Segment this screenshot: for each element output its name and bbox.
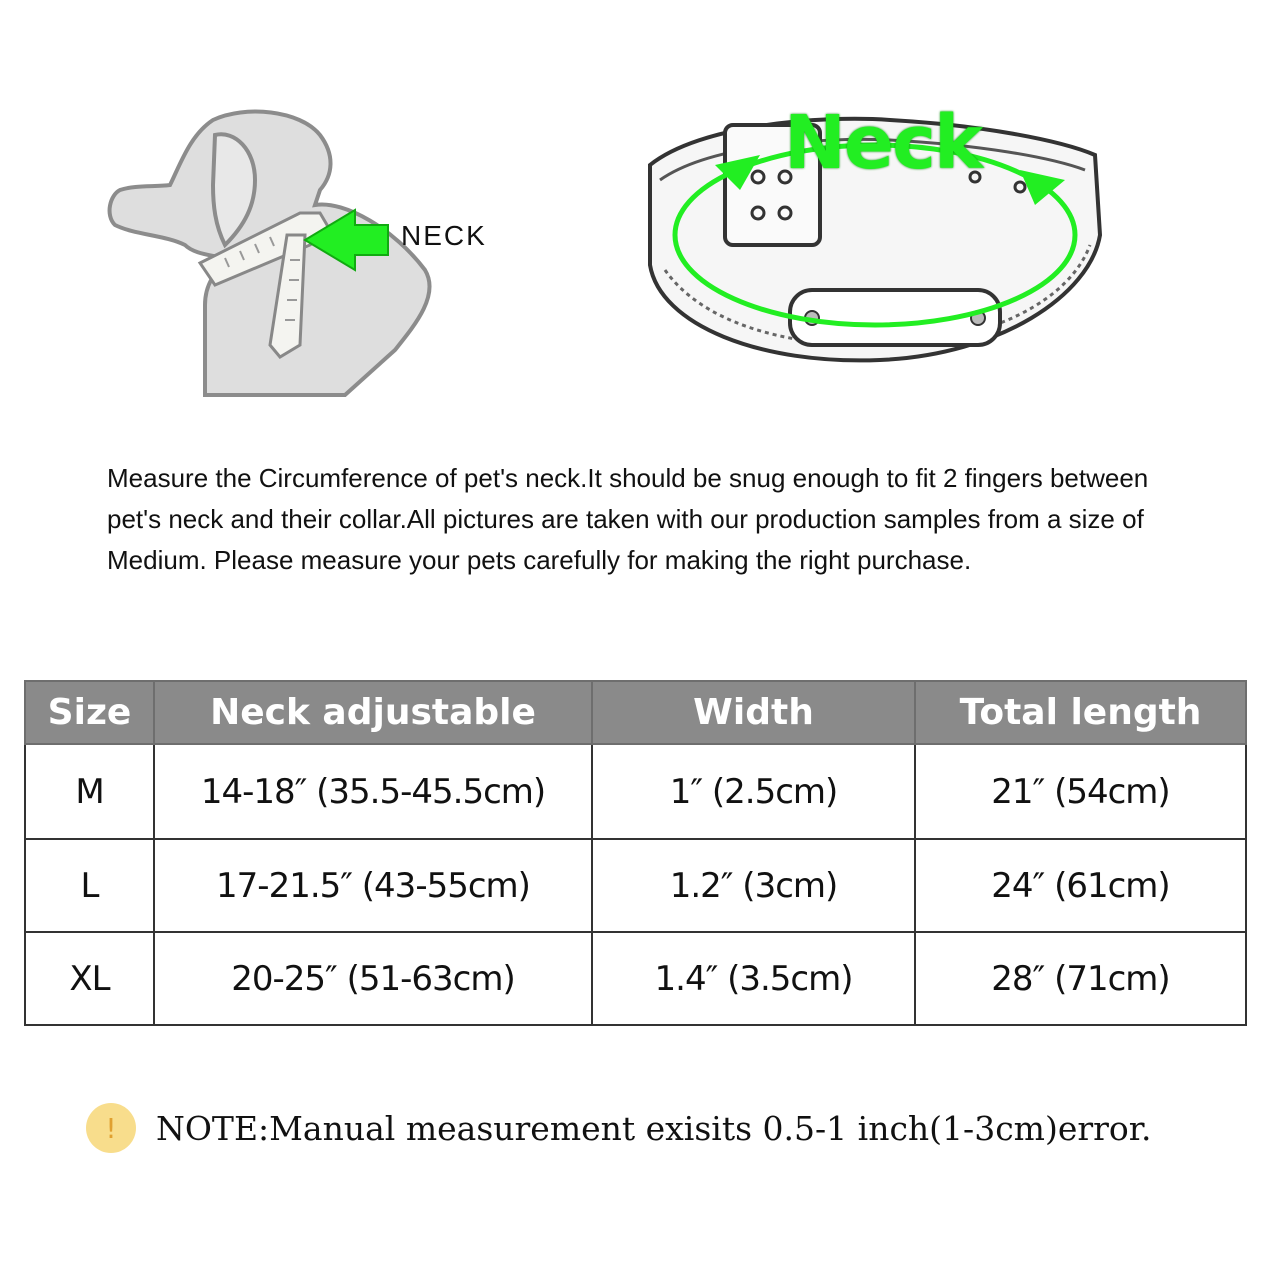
collar-neck-title: Neck — [784, 100, 982, 186]
cell-length: 28″ (71cm) — [915, 932, 1246, 1025]
cell-length: 24″ (61cm) — [915, 839, 1246, 932]
cell-length: 21″ (54cm) — [915, 744, 1246, 839]
table-row — [25, 839, 1246, 932]
cell-size: L — [25, 839, 154, 932]
measurement-instructions: Measure the Circumference of pet's neck.It should be snug enough to fit 2 fingers between pet's neck and their collar.All pictures are taken with our production samples from a size of Medium. Please measure your pets carefully for making the right purchase. — [107, 463, 1149, 575]
dog-neck-illustration — [95, 95, 515, 425]
note-text: NOTE:Manual measurement exisits 0.5-1 inch(1-3cm)error. — [156, 1108, 1152, 1148]
header-neck-adjustable: Neck adjustable — [154, 681, 592, 744]
header-width: Width — [592, 681, 915, 744]
neck-callout-label: NECK — [401, 220, 487, 251]
header-total-length: Total length — [915, 681, 1246, 744]
cell-neck: 20-25″ (51-63cm) — [154, 932, 592, 1025]
size-chart-table — [24, 680, 1247, 1026]
cell-width: 1″ (2.5cm) — [592, 744, 915, 839]
cell-neck: 14-18″ (35.5-45.5cm) — [154, 744, 592, 839]
table-header-row — [25, 681, 1246, 744]
exclamation-icon: ! — [86, 1103, 136, 1153]
table-row — [25, 932, 1246, 1025]
table-row — [25, 744, 1246, 839]
header-size: Size — [25, 681, 154, 744]
cell-width: 1.2″ (3cm) — [592, 839, 915, 932]
cell-neck: 17-21.5″ (43-55cm) — [154, 839, 592, 932]
cell-width: 1.4″ (3.5cm) — [592, 932, 915, 1025]
cell-size: XL — [25, 932, 154, 1025]
nameplate — [790, 290, 1000, 345]
note-box — [86, 1100, 1151, 1156]
cell-size: M — [25, 744, 154, 839]
